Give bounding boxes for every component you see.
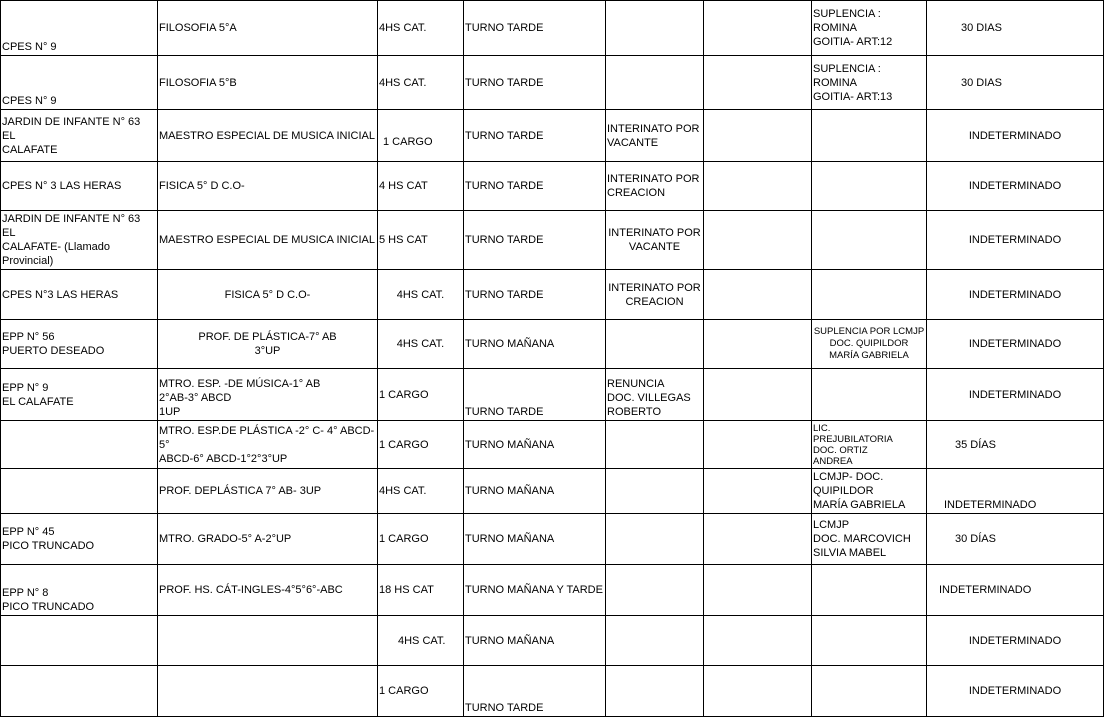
cell-detail: SUPLENCIA : ROMINA GOITIA- ART:13 (812, 56, 927, 110)
cell-position: FILOSOFIA 5°A (158, 1, 378, 56)
cell-type (606, 514, 704, 565)
cell-type: RENUNCIA DOC. VILLEGAS ROBERTO (606, 369, 704, 421)
cell-duration: 30 DIAS (927, 1, 1104, 56)
cell-empty (704, 616, 812, 666)
cell-duration: INDETERMINADO (927, 369, 1104, 421)
cell-load: 4HS CAT. (378, 1, 464, 56)
cell-load: 1 CARGO (378, 110, 464, 162)
cell-shift: TURNO TARDE (464, 270, 606, 320)
cell-school: EPP N° 45 PICO TRUNCADO (1, 514, 158, 565)
table-row (1, 56, 1104, 110)
cell-load: 4HS CAT. (378, 56, 464, 110)
cell-empty (704, 162, 812, 211)
cell-position: MTRO. ESP.DE PLÁSTICA -2° C- 4° ABCD-5° ABCD-6° ABCD-1°2°3°UP (158, 421, 378, 469)
cell-school: CPES N° 3 LAS HERAS (1, 162, 158, 211)
cell-shift: TURNO TARDE (464, 666, 606, 717)
cell-school: EPP N° 8 PICO TRUNCADO (1, 565, 158, 616)
table-row (1, 270, 1104, 320)
cell-position: MTRO. GRADO-5° A-2°UP (158, 514, 378, 565)
cell-detail: SUPLENCIA POR LCMJP DOC. QUIPILDOR MARÍA GABRIELA (812, 320, 927, 369)
cell-detail (812, 616, 927, 666)
cell-position: MAESTRO ESPECIAL DE MUSICA INICIAL (158, 211, 378, 270)
cell-type: INTERINATO POR VACANTE (606, 211, 704, 270)
cell-load: 4HS CAT. (378, 270, 464, 320)
table-row (1, 1, 1104, 56)
cell-duration: INDETERMINADO (927, 469, 1104, 514)
cell-shift: TURNO MAÑANA (464, 514, 606, 565)
cell-duration: INDETERMINADO (927, 320, 1104, 369)
cell-type (606, 469, 704, 514)
cell-shift: TURNO MAÑANA Y TARDE (464, 565, 606, 616)
cell-detail (812, 565, 927, 616)
cell-detail: LCMJP- DOC. QUIPILDOR MARÍA GABRIELA (812, 469, 927, 514)
cell-empty (704, 1, 812, 56)
cell-shift: TURNO MAÑANA (464, 469, 606, 514)
cell-type: INTERINATO POR CREACION (606, 162, 704, 211)
cell-empty (704, 270, 812, 320)
cell-school (1, 666, 158, 717)
cell-load: 4 HS CAT (378, 162, 464, 211)
cell-duration: 30 DÍAS (927, 514, 1104, 565)
cell-detail: SUPLENCIA : ROMINA GOITIA- ART:12 (812, 1, 927, 56)
cell-school: CPES N° 9 (1, 1, 158, 56)
cell-type (606, 565, 704, 616)
cell-detail (812, 666, 927, 717)
cell-position: PROF. HS. CÁT-INGLES-4°5°6°-ABC (158, 565, 378, 616)
cell-duration: INDETERMINADO (927, 270, 1104, 320)
cell-shift: TURNO TARDE (464, 56, 606, 110)
cell-detail (812, 211, 927, 270)
cell-shift: TURNO MAÑANA (464, 421, 606, 469)
table-row (1, 469, 1104, 514)
cell-position: FISICA 5° D C.O- (158, 270, 378, 320)
cell-shift: TURNO MAÑANA (464, 616, 606, 666)
table-row (1, 514, 1104, 565)
table-row (1, 421, 1104, 469)
cell-school: EPP N° 56 PUERTO DESEADO (1, 320, 158, 369)
cell-load: 1 CARGO (378, 421, 464, 469)
cell-shift: TURNO TARDE (464, 110, 606, 162)
cell-type (606, 616, 704, 666)
cell-position (158, 616, 378, 666)
table-row (1, 320, 1104, 369)
cell-shift: TURNO TARDE (464, 162, 606, 211)
cell-empty (704, 56, 812, 110)
cell-school: CPES N° 9 (1, 56, 158, 110)
cell-type (606, 1, 704, 56)
cell-type (606, 320, 704, 369)
cell-duration: INDETERMINADO (927, 666, 1104, 717)
cell-detail (812, 110, 927, 162)
cell-shift: TURNO TARDE (464, 1, 606, 56)
cell-position: FILOSOFIA 5°B (158, 56, 378, 110)
cell-type (606, 56, 704, 110)
cell-position: PROF. DE PLÁSTICA-7° AB 3°UP (158, 320, 378, 369)
cell-empty (704, 514, 812, 565)
cell-empty (704, 469, 812, 514)
cell-empty (704, 421, 812, 469)
cell-empty (704, 369, 812, 421)
table-row (1, 162, 1104, 211)
cell-type: INTERINATO POR VACANTE (606, 110, 704, 162)
cell-school (1, 616, 158, 666)
cell-load: 4HS CAT. (378, 320, 464, 369)
cell-empty (704, 211, 812, 270)
cell-load: 1 CARGO (378, 369, 464, 421)
cell-position (158, 666, 378, 717)
cell-shift: TURNO TARDE (464, 369, 606, 421)
cell-type (606, 421, 704, 469)
cell-duration: INDETERMINADO (927, 211, 1104, 270)
cell-duration: INDETERMINADO (927, 162, 1104, 211)
cell-type: INTERINATO POR CREACION (606, 270, 704, 320)
cell-duration: INDETERMINADO (927, 565, 1104, 616)
cell-duration: INDETERMINADO (927, 110, 1104, 162)
cell-empty (704, 666, 812, 717)
cell-load: 1 CARGO (378, 666, 464, 717)
cell-type (606, 666, 704, 717)
cell-detail (812, 270, 927, 320)
cell-position: FISICA 5° D C.O- (158, 162, 378, 211)
table-row (1, 369, 1104, 421)
cell-school (1, 421, 158, 469)
cell-shift: TURNO MAÑANA (464, 320, 606, 369)
table-row (1, 565, 1104, 616)
table-row (1, 211, 1104, 270)
cell-detail (812, 369, 927, 421)
cell-empty (704, 565, 812, 616)
cell-school: JARDIN DE INFANTE N° 63 EL CALAFATE- (Llamado Provincial) (1, 211, 158, 270)
cell-detail: LIC. PREJUBILATORIA DOC. ORTIZ ANDREA (812, 421, 927, 469)
cell-duration: INDETERMINADO (927, 616, 1104, 666)
table-row (1, 666, 1104, 717)
cell-school (1, 469, 158, 514)
cell-load: 5 HS CAT (378, 211, 464, 270)
cell-detail: LCMJP DOC. MARCOVICH SILVIA MABEL (812, 514, 927, 565)
cell-load: 4HS CAT. (378, 616, 464, 666)
cell-load: 1 CARGO (378, 514, 464, 565)
cell-detail (812, 162, 927, 211)
cell-school: EPP N° 9 EL CALAFATE (1, 369, 158, 421)
cell-position: MTRO. ESP. -DE MÚSICA-1° AB 2°AB-3° ABCD 1UP (158, 369, 378, 421)
cell-duration: 30 DIAS (927, 56, 1104, 110)
cell-load: 4HS CAT. (378, 469, 464, 514)
cell-empty (704, 110, 812, 162)
cell-empty (704, 320, 812, 369)
cell-school: CPES N°3 LAS HERAS (1, 270, 158, 320)
cell-position: PROF. DEPLÁSTICA 7° AB- 3UP (158, 469, 378, 514)
cell-school: JARDIN DE INFANTE N° 63 EL CALAFATE (1, 110, 158, 162)
table-row (1, 110, 1104, 162)
cell-duration: 35 DÍAS (927, 421, 1104, 469)
cell-load: 18 HS CAT (378, 565, 464, 616)
cell-shift: TURNO TARDE (464, 211, 606, 270)
table-row (1, 616, 1104, 666)
cell-position: MAESTRO ESPECIAL DE MUSICA INICIAL (158, 110, 378, 162)
